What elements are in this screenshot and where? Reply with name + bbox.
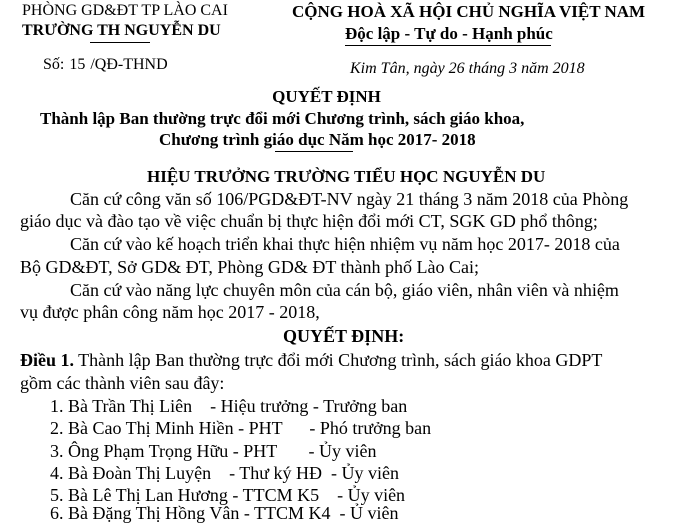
member-item: 4. Bà Đoàn Thị Luyện - Thư ký HĐ - Ủy viên <box>50 463 400 483</box>
article-1-text: Thành lập Ban thường trực đổi mới Chương trình, sách giáo khoa GDPT <box>74 350 603 370</box>
authority-heading: HIỆU TRƯỞNG TRƯỜNG TIỂU HỌC NGUYỄN DU <box>147 167 546 186</box>
basis-1-line-1: Căn cứ công văn số 106/PGD&ĐT-NV ngày 21 tháng 3 năm 2018 của Phòng <box>70 189 629 209</box>
article-1-line-1 <box>20 350 602 371</box>
nation-title: CỘNG HOÀ XÃ HỘI CHỦ NGHĨA VIỆT NAM <box>292 2 646 21</box>
article-1-line-2: gồm các thành viên sau đây: <box>20 373 225 393</box>
member-item: 5. Bà Lê Thị Lan Hương - TTCM K5 - Ủy viên <box>50 485 406 505</box>
basis-2-line-1: Căn cứ vào kế hoạch triển khai thực hiện nhiệm vụ năm học 2017- 2018 của <box>70 234 620 254</box>
decision-title <box>0 87 683 107</box>
basis-1-line-2: giáo dục và đào tạo về việc chuẩn bị thực hiện đổi mới CT, SGK GD phổ thông; <box>20 211 598 231</box>
motto-underline <box>345 45 551 46</box>
nation-motto: Độc lập - Tự do - Hạnh phúc <box>345 24 553 43</box>
org-line-2: TRƯỜNG TH NGUYỄN DU <box>22 22 221 39</box>
article-1-label: Điều 1. <box>20 350 74 370</box>
doc-number: Số: 15 /QĐ-THND <box>43 56 168 73</box>
member-item: 3. Ông Phạm Trọng Hữu - PHT - Ủy viên <box>50 441 377 461</box>
org-underline <box>90 42 150 43</box>
basis-3-line-1: Căn cứ vào năng lực chuyên môn của cán bộ, giáo viên, nhân viên và nhiệm <box>70 280 619 300</box>
member-item: 2. Bà Cao Thị Minh Hiền - PHT - Phó trưởng ban <box>50 418 432 438</box>
org-line-1: PHÒNG GD&ĐT TP LÀO CAI <box>22 2 228 19</box>
decision-heading: QUYẾT ĐỊNH: <box>283 326 405 346</box>
place-date: Kim Tân, ngày 26 tháng 3 năm 2018 <box>350 60 585 77</box>
basis-2-line-2: Bộ GD&ĐT, Sở GD& ĐT, Phòng GD& ĐT thành phố Lào Cai; <box>20 257 479 277</box>
member-item: 1. Bà Trần Thị Liên - Hiệu trưởng - Trưởng ban <box>50 396 408 416</box>
basis-3-line-2: vụ được phân công năm học 2017 - 2018, <box>20 302 320 322</box>
subtitle-line-2: Chương trình giáo dục Năm học 2017- 2018 <box>159 130 476 149</box>
member-item: 6. Bà Đặng Thị Hồng Vân - TTCM K4 - Ủ viên <box>50 503 399 523</box>
decision-title-text: QUYẾT ĐỊNH <box>272 87 381 106</box>
subtitle-underline <box>275 151 353 152</box>
subtitle-line-1: Thành lập Ban thường trực đổi mới Chương trình, sách giáo khoa, <box>40 109 525 128</box>
